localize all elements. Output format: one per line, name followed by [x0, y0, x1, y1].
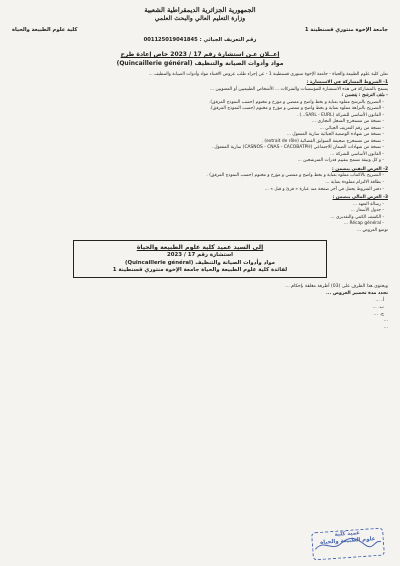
deadline-list	[12, 298, 388, 318]
technical-offer-list	[12, 173, 388, 193]
tax-id-line	[12, 37, 388, 45]
list-item: ج. ...	[373, 311, 384, 317]
list-item: - الكشف الكمي والتقديري ...	[330, 214, 384, 220]
list-item: - نسخة من شهادة الوضعية الجبائية سارية المفعول ...	[286, 132, 384, 138]
list-item: ب. ...	[372, 304, 384, 310]
list-item: - نسخة من رقم التعريف الجبائي ...	[319, 125, 384, 131]
faculty-name: كلية علوم الطبيعة والحياة	[12, 26, 78, 33]
envelope-contents-paragraph: ويحتوي هذا الظرف على (03) أظرفة مغلقة بإحكام ...	[285, 284, 388, 290]
ad-title-line2: مواد وأدوات الصيانة والتنظيف (Quincaillerie général)	[116, 59, 284, 67]
list-item: أ. ...	[375, 297, 384, 303]
closing-line: ...	[383, 325, 388, 331]
envelope-box	[73, 240, 327, 278]
list-item: - التصريح بالنزاهة مملوء بعناية و بخط واضح و ممضي و مؤرخ و مختوم (حسب النموذج المرفق).	[209, 106, 384, 112]
deadline-heading: تحدد مدة تحضير العروض ...	[326, 291, 388, 297]
list-item: - نسخة من مستخرج السجل التجاري ...	[311, 119, 384, 125]
envelope-subject-1: مواد وأدوات الصيانة والتنظيف (Quincaillerie général)	[125, 259, 275, 266]
submission-note: توضع العروض ...	[356, 227, 388, 233]
section1-body: يسمح بالمشاركة في هذه الاستشارة للمؤسسات والشركات ... الأشخاص الطبيعيين أو المعنويين ...	[209, 86, 388, 92]
list-item: - التصريح بالاكتتاب مملوء بعناية و بخط واضح و ممضي و مؤرخ و مختوم (حسب النموذج المرفق) .	[206, 173, 384, 179]
ministry-header: وزارة التعليم العالي والبحث العلمي	[154, 14, 246, 22]
list-item: - دفتر الشروط يحمل في آخر صفحة منه عبارة « قرئ و قبل » ...	[264, 186, 384, 192]
tax-id-label: رقم التعريف الجبائي :	[199, 37, 257, 44]
stamp-line-2: علوم الطبيعة والحياة	[319, 535, 376, 546]
list-item: - القانون الأساسي للشركة ...	[330, 151, 384, 157]
list-item: - نسخة من مستخرج صحيفة السوابق القضائية (extrait de rôle) .	[261, 138, 384, 144]
section3-heading: 3- العرض المالي يتضمن :	[332, 195, 388, 201]
envelope-recipient: إلى السيد عميد كلية علوم الطبيعة والحياة	[136, 244, 264, 252]
list-item: - و كل وثيقة تسمح بتقييم قدرات المترشحين ...	[297, 158, 384, 164]
list-item: - القانون الأساسي للشركة (SARL - EURL...) .	[296, 112, 384, 118]
university-name: جامعة الإخوة منتوري قسنطينة 1	[304, 26, 388, 33]
section1-heading: 1- الشروط المشاركة في الاستشارة :	[306, 80, 388, 86]
financial-offer-list	[12, 202, 388, 228]
candidacy-file-heading: - ملف الترشح : يتضمن :	[341, 93, 388, 99]
official-stamp	[311, 528, 385, 561]
country-header: الجمهورية الجزائرية الديمقراطية الشعبية	[144, 6, 256, 14]
section2-heading: 2- العرض التقني يتضمن :	[331, 166, 388, 172]
list-item: - نسخة من شهادات الضمان الاجتماعي (CASNOS - CNAS - CACOBATPH) سارية المفعول .	[211, 145, 384, 151]
closing-line: ...	[383, 318, 388, 324]
bottom-section	[12, 284, 388, 332]
list-item: - جدول الأسعار ...	[350, 208, 384, 214]
institution-row	[12, 27, 388, 35]
envelope-subject-2: لفائدة كلية علوم الطبيعة والحياة جامعة الإخوة منتوري قسنطينة 1	[112, 267, 288, 274]
intro-paragraph: تعلن كلية علوم الطبيعة والحياة - جامعة الإخوة منتوري قسنطينة 1 - عن إجراء طلب عروض الاقتناء مواد وأدوات الصيانة والتنظيف ...	[148, 71, 388, 77]
envelope-reference: استشارة رقم 17 / 2023	[166, 252, 234, 259]
candidacy-file-list	[12, 100, 388, 165]
list-item: - Récap général ...	[343, 221, 384, 227]
list-item: - التصريح بالترشح مملوء بعناية و بخط واضح و ممضي و مؤرخ و مختوم (حسب النموذج المرفق).	[208, 99, 384, 105]
ad-title	[12, 51, 388, 69]
tax-id-value: 001125019041845	[143, 37, 198, 44]
stamp-line-1: عميد كلية	[334, 530, 361, 538]
ad-title-line1: إعــلان عـن استشارة رقم 17 / 2023 خاص إعادة طرح	[120, 51, 280, 58]
list-item: - بطاقة الالتزام مملوءة بعناية ...	[325, 180, 384, 185]
list-item: - رسالة التعهد ...	[352, 201, 384, 207]
